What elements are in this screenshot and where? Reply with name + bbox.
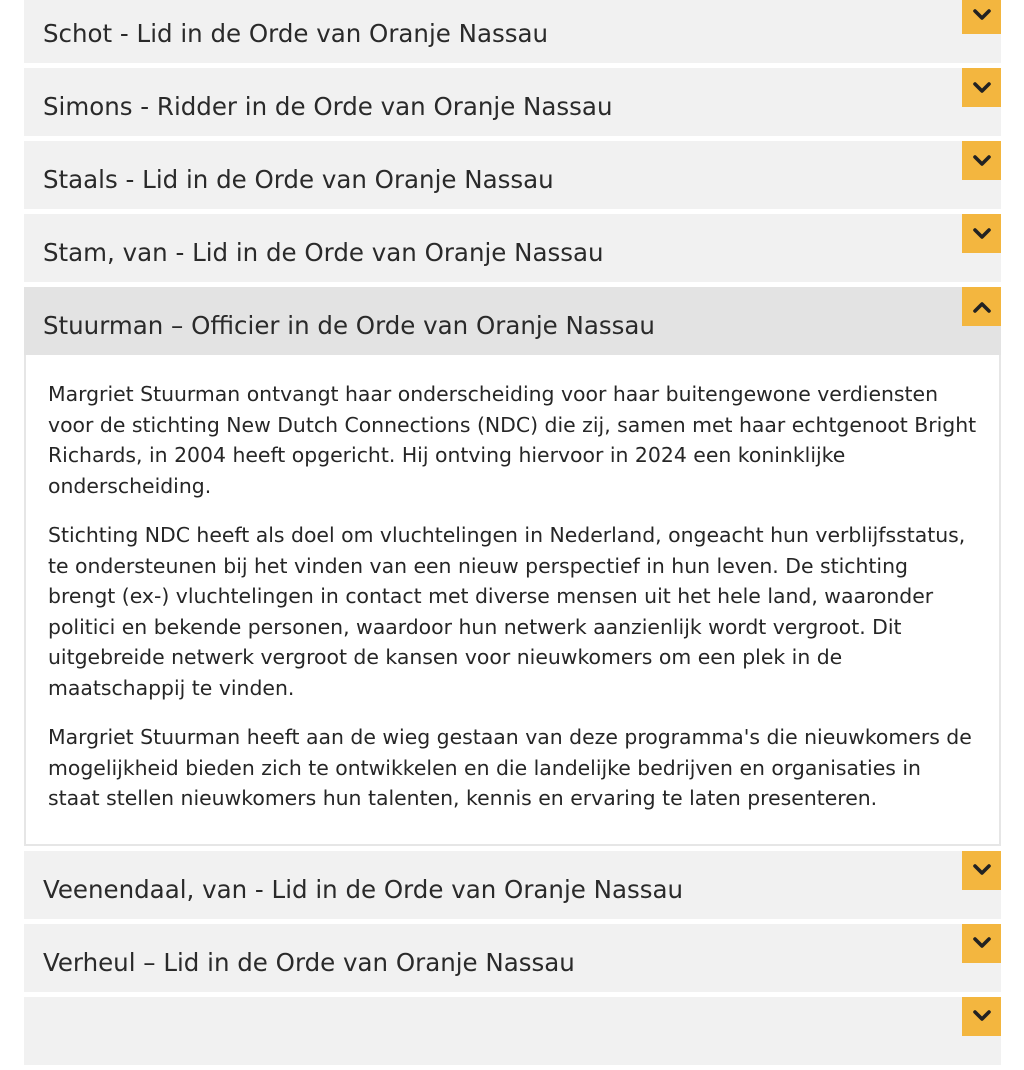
accordion-header-stuurman[interactable] xyxy=(24,287,1001,355)
accordion-title: Veenendaal, van - Lid in de Orde van Oranje Nassau xyxy=(43,874,684,904)
expand-toggle-button[interactable] xyxy=(962,68,1001,107)
expand-toggle-button[interactable] xyxy=(962,924,1001,963)
accordion-item-verheul xyxy=(24,924,1001,992)
accordion-header-simons[interactable] xyxy=(24,68,1001,136)
accordion-header-staals[interactable] xyxy=(24,141,1001,209)
chevron-down-icon xyxy=(973,1010,991,1022)
chevron-down-icon xyxy=(973,155,991,167)
accordion-item-staals xyxy=(24,141,1001,209)
chevron-down-icon xyxy=(973,228,991,240)
expand-toggle-button[interactable] xyxy=(962,141,1001,180)
collapse-toggle-button[interactable] xyxy=(962,287,1001,326)
accordion-header-schot[interactable] xyxy=(24,0,1001,63)
expand-toggle-button[interactable] xyxy=(962,0,1001,34)
accordion-title: Stuurman – Officier in de Orde van Oranje Nassau xyxy=(43,311,655,340)
accordion-item-simons xyxy=(24,68,1001,136)
accordion-item-next xyxy=(24,997,1001,1065)
accordion-item-stam xyxy=(24,214,1001,282)
chevron-up-icon xyxy=(973,301,991,313)
accordion-title: Verheul – Lid in de Orde van Oranje Nassau xyxy=(43,947,575,977)
accordion-item-veenendaal xyxy=(24,851,1001,919)
accordion-item-schot xyxy=(24,0,1001,63)
expand-toggle-button[interactable] xyxy=(962,997,1001,1036)
expand-toggle-button[interactable] xyxy=(962,214,1001,253)
chevron-down-icon xyxy=(973,937,991,949)
chevron-down-icon xyxy=(973,864,991,876)
accordion-header-next[interactable] xyxy=(24,997,1001,1065)
accordion-title: Simons - Ridder in de Orde van Oranje Nassau xyxy=(43,92,613,121)
accordion-title: Schot - Lid in de Orde van Oranje Nassau xyxy=(43,19,549,48)
accordion-title: Stam, van - Lid in de Orde van Oranje Nassau xyxy=(43,238,604,267)
chevron-down-icon xyxy=(973,9,991,21)
awards-accordion xyxy=(24,0,1001,1070)
expand-toggle-button[interactable] xyxy=(962,851,1001,890)
panel-paragraph: Margriet Stuurman heeft aan de wieg gestaan van deze programma's die nieuwkomers de mogelijkheid bieden zich te ontwikkelen en die landelijke bedrijven en organisaties in staat stellen nieuwkomers hun talenten, kennis en ervaring te laten presenteren. xyxy=(48,725,972,810)
panel-paragraph: Margriet Stuurman ontvangt haar onderscheiding voor haar buitengewone verdiensten voor de stichting New Dutch Connections (NDC) die zij, samen met haar echtgenoot Bright Richards, in 2004 heeft opgericht. Hij ontving hiervoor in 2024 een koninklijke onderscheiding. xyxy=(48,382,977,498)
accordion-item-stuurman xyxy=(24,287,1001,846)
accordion-header-stam[interactable] xyxy=(24,214,1001,282)
accordion-header-veenendaal[interactable] xyxy=(24,851,1001,919)
accordion-header-verheul[interactable] xyxy=(24,924,1001,992)
chevron-down-icon xyxy=(973,82,991,94)
accordion-title: Staals - Lid in de Orde van Oranje Nassau xyxy=(43,165,554,194)
accordion-panel-stuurman xyxy=(24,355,1001,846)
panel-paragraph: Stichting NDC heeft als doel om vluchtelingen in Nederland, ongeacht hun verblijfsstatus, te ondersteunen bij het vinden van een nieuw perspectief in hun leven. De stichting brengt (ex-) vluchtelingen in contact met diverse mensen uit het hele land, waaronder politici en bekende personen, waardoor hun netwerk aanzienlijk wordt vergroot. Dit uitgebreide netwerk vergroot de kansen voor nieuwkomers om een plek in de maatschappij te vinden. xyxy=(48,523,966,700)
